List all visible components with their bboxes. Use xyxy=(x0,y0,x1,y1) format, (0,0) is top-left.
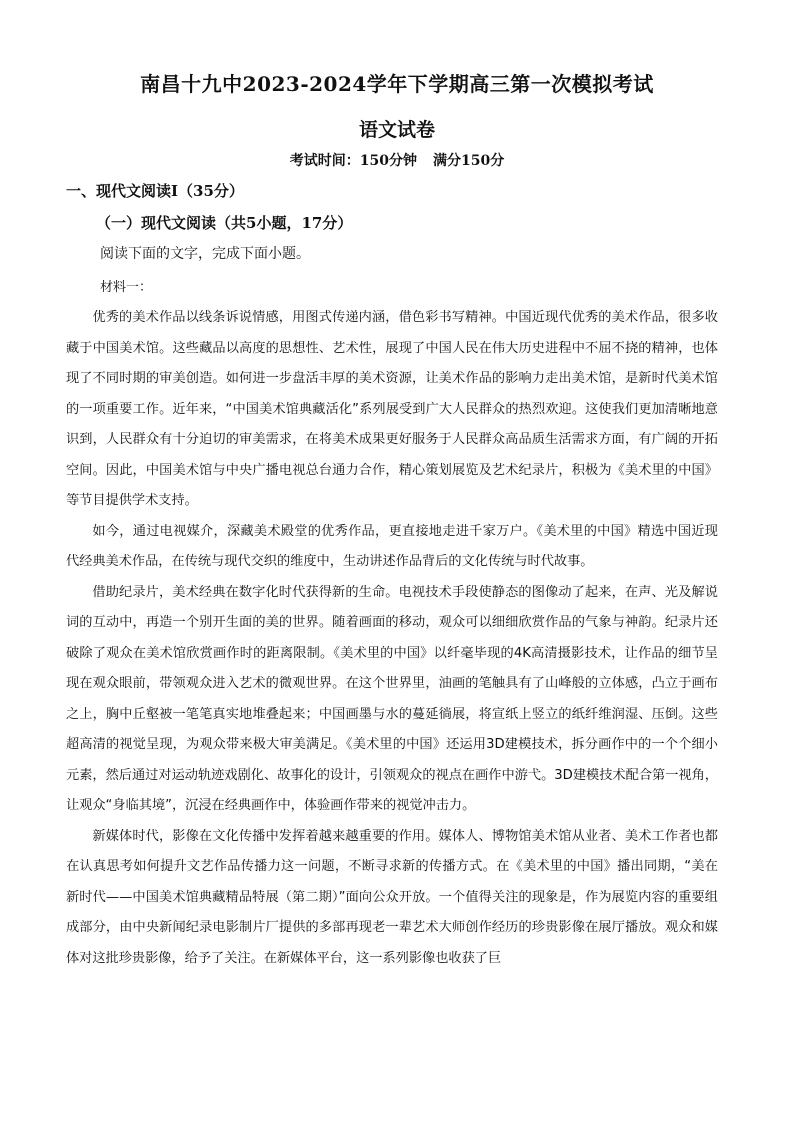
section-heading: 一、现代文阅读Ⅰ（35分） xyxy=(66,182,244,200)
exam-subtitle: 语文试卷 xyxy=(358,119,435,141)
exam-info xyxy=(0,150,794,170)
reading-instruction: 阅读下面的文字，完成下面小题。 xyxy=(100,246,310,262)
reading-passage xyxy=(66,303,718,974)
full-score: 满分150分 xyxy=(433,153,505,169)
passage-paragraph: 新媒体时代，影像在文化传播中发挥着越来越重要的作用。媒体人、博物馆美术馆从业者、美术工作者也都在认真思考如何提升文艺作品传播力这一问题，不断寻求新的传播方式。在《美术里的中国》播出同期，“美在新时代——中国美术馆典藏精品特展（第二期）”面向公众开放。一个值得关注的现象是，作为展览内容的重要组成部分，由中央新闻纪录电影制片厂提供的多部再现老一辈艺术大师创作经历的珍贵影像在展厅播放。观众和媒体对这批珍贵影像，给予了关注。在新媒体平台，这一系列影像也收获了巨 xyxy=(66,828,718,966)
exam-time: 考试时间：150分钟 xyxy=(289,153,417,169)
passage-paragraph: 借助纪录片，美术经典在数字化时代获得新的生命。电视技术手段使静态的图像动了起来，在声、光及解说词的互动中，再造一个别开生面的美的世界。随着画面的移动，观众可以细细欣赏作品的气象与神韵。纪录片还破除了观众在美术馆欣赏画作时的距离限制。《美术里的中国》以纤毫毕现的4K高清摄影技术，让作品的细节呈现在观众眼前，带领观众进入艺术的微观世界。在这个世界里，油画的笔触具有了山峰般的立体感，凸立于画布之上，胸中丘壑被一笔笔真实地堆叠起来；中国画墨与水的蔓延徜展，将宣纸上竖立的纸纤维润湿、压倒。这些超高清的视觉呈现，为观众带来极大审美满足。《美术里的中国》还运用3D建模技术，拆分画作中的一个个细小元素，然后通过对运动轨迹戏剧化、故事化的设计，引领观众的视点在画作中游弋。3D建模技术配合第一视角，让观众“身临其境”，沉浸在经典画作中，体验画作带来的视觉冲击力。 xyxy=(66,584,718,813)
exam-title: 南昌十九中2023-2024学年下学期高三第一次模拟考试 xyxy=(140,72,654,96)
passage-paragraph: 如今，通过电视媒介，深藏美术殿堂的优秀作品，更直接地走进千家万户。《美术里的中国》精选中国近现代经典美术作品，在传统与现代交织的维度中，生动讲述作品背后的文化传统与时代故事。 xyxy=(66,523,718,569)
passage-paragraph: 优秀的美术作品以线条诉说情感，用图式传递内涵，借色彩书写精神。中国近现代优秀的美术作品，很多收藏于中国美术馆。这些藏品以高度的思想性、艺术性，展现了中国人民在伟大历史进程中不屈不挠的精神，也体现了不同时期的审美创造。如何进一步盘活丰厚的美术资源，让美术作品的影响力走出美术馆，是新时代美术馆的一项重要工作。近年来，“中国美术馆典藏活化”系列展受到广大人民群众的热烈欢迎。这使我们更加清晰地意识到，人民群众有十分迫切的审美需求，在将美术成果更好服务于人民群众高品质生活需求方面，有广阔的开拓空间。因此，中国美术馆与中央广播电视总台通力合作，精心策划展览及艺术纪录片，积极为《美术里的中国》等节目提供学术支持。 xyxy=(66,310,718,508)
subsection-heading: （一）现代文阅读（共5小题，17分） xyxy=(96,214,353,232)
material-label: 材料一： xyxy=(100,280,153,295)
